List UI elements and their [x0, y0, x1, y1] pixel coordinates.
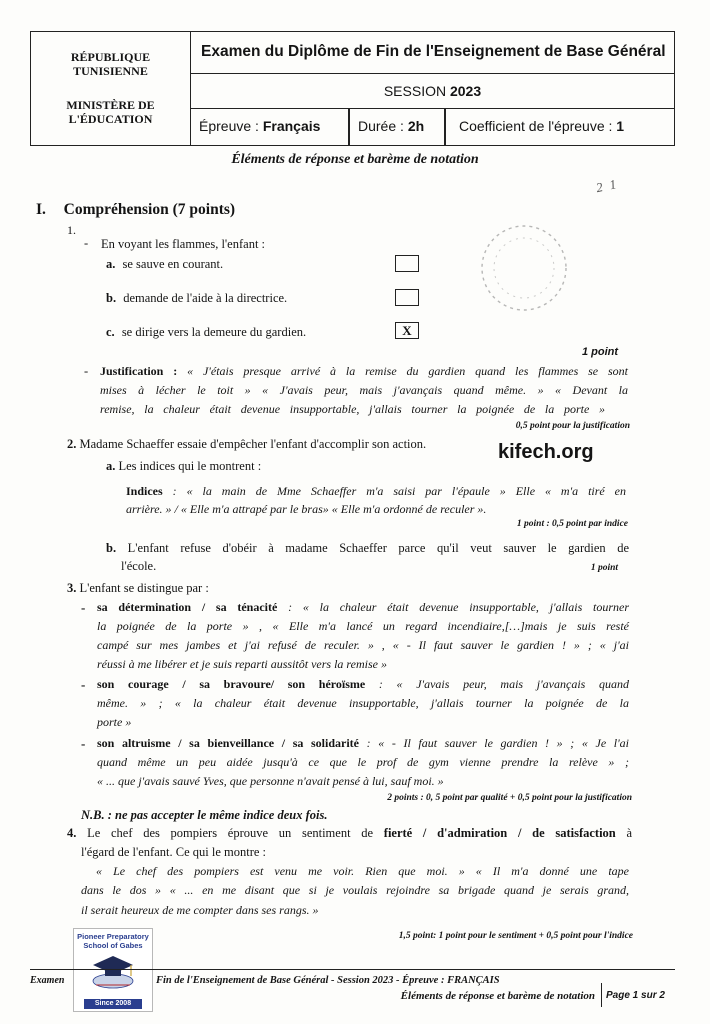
- sub-question-b: [106, 541, 629, 556]
- quote-text: il serait heureux de me compter dans ses rangs. »: [81, 903, 319, 917]
- quote-text: dans le dos » « ... en me disant que si je voulais rejoindre sa brigade quand je serais grand,: [81, 883, 629, 897]
- duree-cell: [358, 118, 424, 134]
- divider: [348, 109, 350, 145]
- coef-cell: [459, 118, 624, 134]
- page-number: Page 1 sur 2: [606, 990, 665, 1001]
- quality-line: [97, 600, 629, 615]
- footer-doc-title: Éléments de réponse et barème de notation: [400, 990, 595, 1002]
- indices-text: arrière. » / « Elle m'a attrapé par le bras» « Elle m'a ordonné de reculer ».: [126, 502, 487, 516]
- coef-label: Coefficient de l'épreuve :: [459, 118, 613, 134]
- question-number: 3.: [67, 581, 77, 595]
- question-stem: L'enfant se distingue par :: [79, 581, 209, 595]
- logo-line-1: Pioneer Preparatory: [77, 932, 149, 941]
- coef-value: 1: [616, 118, 625, 134]
- divider: [444, 109, 446, 145]
- country-name: [31, 50, 190, 78]
- option-letter: a.: [106, 257, 116, 271]
- quality-label: sa détermination / sa ténacité: [97, 600, 278, 614]
- faded-stamp-icon: [474, 218, 574, 318]
- question-2-stem: [67, 437, 426, 452]
- option-letter: b.: [106, 291, 117, 305]
- epreuve-row: [191, 109, 674, 145]
- quality-text: quand même un peu aidée jusqu'à ce que le prof de gym vienne prendre la relève » ;: [97, 755, 629, 769]
- question-number: 1.: [67, 223, 76, 237]
- option-c-checkbox-checked: X: [395, 322, 419, 339]
- option-c: [106, 325, 306, 340]
- question-stem: En voyant les flammes, l'enfant :: [101, 237, 266, 251]
- points-label: 1 point: [590, 563, 618, 573]
- question-text: l'égard de l'enfant. Ce qui le montre :: [81, 845, 266, 859]
- quality-text: « ... que j'avais sauvé Yves, que personne n'avait pensé à lui, sauf moi. »: [97, 774, 444, 788]
- epreuve-cell: [199, 118, 320, 134]
- sub-letter: b.: [106, 541, 117, 555]
- indices-text: : « la main de Mme Schaeffer m'a saisi par l'épaule » Elle « m'a tiré en: [172, 484, 627, 498]
- justification-label: Justification :: [100, 364, 178, 378]
- question-text: Le chef des pompiers éprouve un sentiment de: [87, 826, 374, 840]
- header-left-cell: [31, 32, 191, 145]
- option-text: se sauve en courant.: [122, 257, 224, 271]
- session-year: 2023: [449, 83, 482, 99]
- section-title: Compréhension: [63, 201, 169, 218]
- question-3-stem: [67, 581, 209, 596]
- ministry-name: [31, 98, 190, 126]
- section-points: (7 points): [172, 201, 236, 218]
- epreuve-value: Français: [262, 118, 321, 134]
- option-a: [106, 257, 223, 272]
- ministry-line-2: L'ÉDUCATION: [68, 112, 153, 126]
- logo-since-badge: Since 2008: [84, 999, 142, 1009]
- footer-left-text: Examen: [30, 975, 65, 986]
- question-stem: Madame Schaeffer essaie d'empêcher l'enfant d'accomplir son action.: [79, 437, 427, 451]
- sub-answer-text: l'école.: [121, 559, 157, 573]
- quote-text: « Le chef des pompiers est venu me voir. Rien que moi. » « Il m'a donné une tape: [96, 864, 629, 878]
- sub-question-a: [106, 459, 261, 474]
- points-label: 1,5 point: 1 point pour le sentiment + 0,5 point pour l'indice: [398, 931, 633, 941]
- justification-text: mises à lécher le toit » « J'avais peur, mais j'avançais quand même. » « Devant la: [100, 383, 628, 397]
- section-numeral: I.: [36, 201, 46, 218]
- option-text: se dirige vers la demeure du gardien.: [121, 325, 307, 339]
- quality-label: son courage / sa bravoure/ son héroïsme: [97, 677, 366, 691]
- quality-text: : « - Il faut sauver le gardien ! » ; « Je l'ai: [366, 736, 630, 750]
- question-number: 4.: [67, 826, 77, 840]
- nota-bene: N.B. : ne pas accepter le même indice deux fois.: [81, 808, 328, 822]
- quality-line: [97, 736, 629, 751]
- quality-text: campé sur mes jambes et j'ai refusé de reculer. » , « - Il faut sauver le gardien ! » ; « j'ai: [97, 638, 629, 652]
- quality-line: [97, 677, 629, 692]
- quality-label: son altruisme / sa bienveillance / sa solidarité: [97, 736, 359, 750]
- document-title: Éléments de réponse et barème de notation: [231, 152, 479, 167]
- list-dash: -: [81, 736, 86, 751]
- footer-rule: [30, 969, 675, 970]
- justification-text: « J'étais presque arrivé à la remise du gardien quand les flammes se sont: [187, 364, 628, 378]
- quality-text: : « J'avais peur, mais j'avançais quand: [378, 677, 629, 691]
- points-label: 1 point : 0,5 point par indice: [516, 519, 628, 529]
- question-number: 2.: [67, 437, 77, 451]
- option-b: [106, 291, 287, 306]
- exam-title-row: [191, 32, 674, 74]
- quality-text: la poignée de la porte » , « Elle m'a lancé un regard incendiaire,[…]mais je suis resté: [97, 619, 629, 633]
- quality-text: : « la chaleur était devenue insupportable, j'allais tourner: [288, 600, 630, 614]
- session-row: [191, 74, 674, 109]
- indices-label: Indices: [126, 484, 163, 498]
- watermark: kifech.org: [498, 441, 594, 463]
- country-line-1: RÉPUBLIQUE: [70, 50, 151, 64]
- sub-letter: a.: [106, 459, 116, 473]
- duree-label: Durée :: [358, 118, 404, 134]
- logo-line-2: School of Gabes: [83, 941, 143, 950]
- list-dash: -: [84, 236, 89, 250]
- duree-value: 2h: [407, 118, 425, 134]
- country-line-2: TUNISIENNE: [73, 64, 148, 78]
- quality-text: réussi à me libérer et je suis reparti aussitôt vers la remise »: [97, 657, 387, 671]
- epreuve-label: Épreuve :: [199, 118, 259, 134]
- option-b-checkbox: [395, 289, 419, 306]
- footer-exam-info: Fin de l'Enseignement de Base Général - Session 2023 - Épreuve : FRANÇAIS: [156, 975, 500, 986]
- footer-divider: [601, 983, 602, 1007]
- session-label: SESSION: [383, 83, 447, 99]
- session-text: [191, 83, 674, 99]
- ministry-line-1: MINISTÈRE DE: [66, 98, 155, 112]
- points-label: 0,5 point pour la justification: [515, 421, 630, 431]
- points-label: 1 point: [582, 346, 619, 358]
- question-4-line: [67, 826, 632, 841]
- exam-title: Examen du Diplôme de Fin de l'Enseignement de Base Général: [201, 43, 666, 60]
- option-text: demande de l'aide à la directrice.: [123, 291, 288, 305]
- section-heading: [36, 201, 235, 219]
- list-dash: -: [81, 600, 86, 615]
- question-text: à: [626, 826, 633, 840]
- handwritten-mark: 2 1: [594, 175, 620, 196]
- graduation-cap-icon: [88, 951, 138, 991]
- justification-line: [100, 364, 628, 379]
- feeling-keywords: fierté / d'admiration / de satisfaction: [383, 826, 616, 840]
- sub-question-text: Les indices qui le montrent :: [118, 459, 262, 473]
- justification-text: remise, la chaleur était devenue insupportable, j'allais tourner la poignée de la porte »: [100, 402, 605, 416]
- option-letter: c.: [106, 325, 115, 339]
- quality-text: même. » ; « la chaleur était devenue insupportable, j'allais tourner la poignée de la: [97, 696, 629, 710]
- option-a-checkbox: [395, 255, 419, 272]
- indices-line: [126, 484, 626, 499]
- exam-header-table: [30, 31, 675, 146]
- list-dash: -: [84, 364, 89, 378]
- sub-answer-text: L'enfant refuse d'obéir à madame Schaeffer parce qu'il veut sauver le gardien de: [127, 541, 630, 555]
- quality-text: porte »: [97, 715, 132, 729]
- list-dash: -: [81, 677, 86, 692]
- points-label: 2 points : 0, 5 point par qualité + 0,5 point pour la justification: [387, 793, 632, 803]
